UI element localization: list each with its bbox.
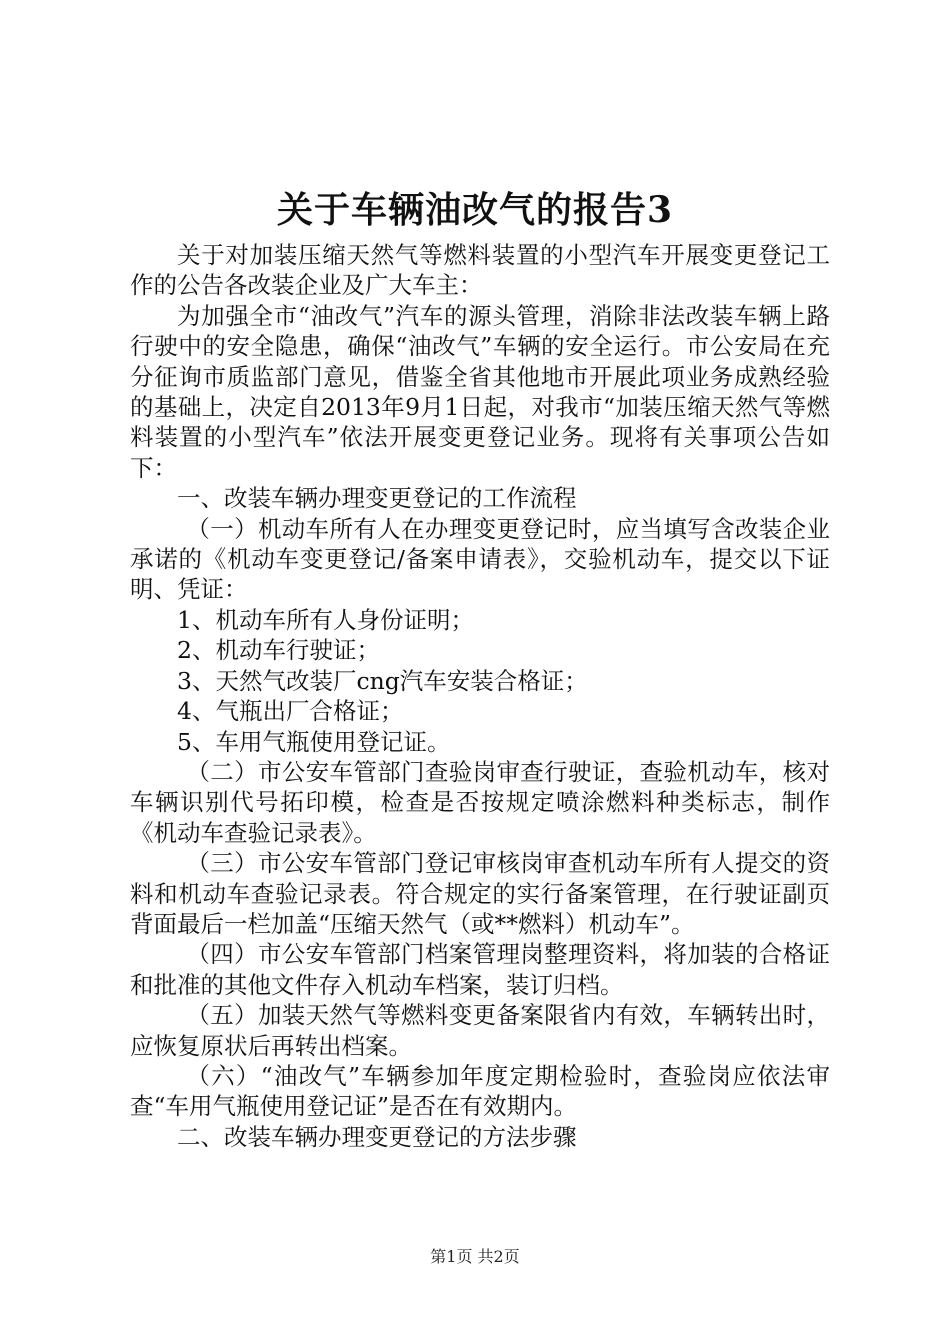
section-heading: 一、改装车辆办理变更登记的工作流程 [177,484,577,513]
document-title: 关于车辆油改气的报告3 [276,189,674,231]
paragraph: 为加强全市“油改气”汽车的源头管理，消除非法改装车辆上路行驶中的安全隐患，确保“油改气”车辆的安全运行。市公安局在充分征询市质监部门意见，借鉴全省其他地市开展此项业务成熟经验的基础上，决定自2013年9月1日起，对我市“加装压缩天然气等燃料装置的小型汽车”依法开展变更登记业务。现将有关事项公告如下： [130,301,830,482]
paragraph: （二）市公安车管部门查验岗审查行驶证，查验机动车，核对车辆识别代号拓印模，检查是否按规定喷涂燃料种类标志，制作《机动车查验记录表》。 [130,757,830,847]
list-item: 1、机动车所有人身份证明； [177,605,474,634]
list-item: 5、车用气瓶使用登记证。 [177,727,451,756]
section-heading: 二、改装车辆办理变更登记的方法步骤 [177,1122,577,1151]
list-item: 3、天然气改装厂cng汽车安装合格证； [177,666,588,695]
paragraph: （一）机动车所有人在办理变更登记时，应当填写含改装企业承诺的《机动车变更登记/备案申请表》，交验机动车，提交以下证明、凭证： [130,514,830,604]
document-body [130,240,830,1152]
paragraph: 关于对加装压缩天然气等燃料装置的小型汽车开展变更登记工作的公告各改装企业及广大车主： [130,241,830,300]
paragraph: （四）市公安车管部门档案管理岗整理资料，将加装的合格证和批准的其他文件存入机动车档案，装订归档。 [130,940,830,999]
paragraph: （五）加装天然气等燃料变更备案限省内有效，车辆转出时，应恢复原状后再转出档案。 [130,1001,830,1060]
paragraph: （六）“油改气”车辆参加年度定期检验时，查验岗应依法审查“车用气瓶使用登记证”是否在有效期内。 [130,1061,830,1121]
list-item: 2、机动车行驶证； [177,636,380,665]
list-item: 4、气瓶出厂合格证； [177,697,404,726]
page-footer: 第1页 共2页 [430,1247,520,1266]
paragraph: （三）市公安车管部门登记审核岗审查机动车所有人提交的资料和机动车查验记录表。符合规定的实行备案管理，在行驶证副页背面最后一栏加盖“压缩天然气（或**燃料）机动车”。 [130,849,830,938]
